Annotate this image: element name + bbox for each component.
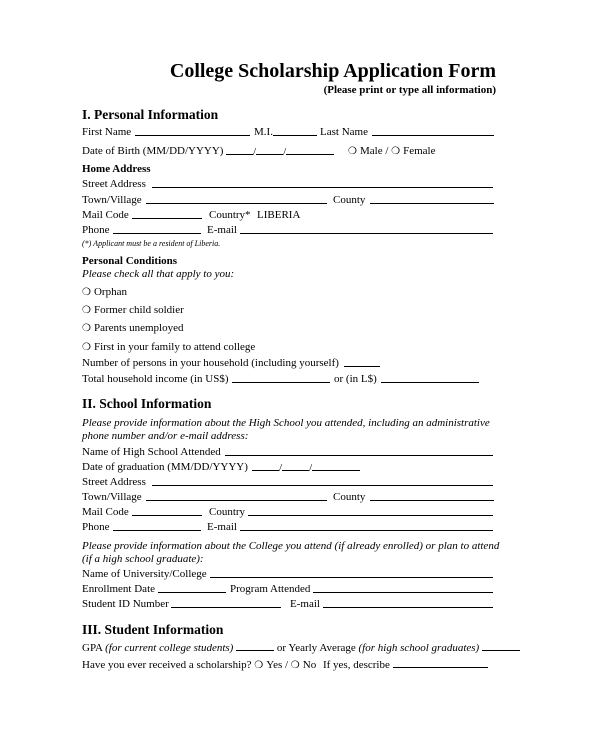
first-name-label: First Name <box>82 126 132 138</box>
school-country-field[interactable] <box>248 505 493 516</box>
mail-code-field[interactable] <box>132 208 202 219</box>
hs-name-field[interactable] <box>225 445 493 456</box>
email-label: E-mail <box>207 224 237 236</box>
checkbox-icon[interactable]: ❍ <box>82 287 91 298</box>
country-label: Country* <box>209 209 251 221</box>
email-field[interactable] <box>240 223 493 234</box>
university-field[interactable] <box>210 567 493 578</box>
dob-day-field[interactable] <box>256 144 283 155</box>
condition-item[interactable]: ❍ Former child soldier <box>82 304 184 316</box>
school-phone-label: Phone <box>82 521 110 533</box>
school-country-label: Country <box>209 506 246 518</box>
scholarship-describe-field[interactable] <box>393 657 488 668</box>
town-label: Town/Village <box>82 194 142 206</box>
scholarship-row <box>82 657 488 671</box>
female-label: Female <box>403 145 436 157</box>
checkbox-icon[interactable]: ❍ <box>82 342 91 353</box>
phone-field[interactable] <box>113 223 201 234</box>
male-label: Male / <box>359 145 389 157</box>
grad-month-field[interactable] <box>252 460 279 471</box>
gpa-field[interactable] <box>236 640 274 651</box>
mi-field[interactable] <box>273 125 317 136</box>
student-id-field[interactable] <box>171 597 281 608</box>
last-name-field[interactable] <box>372 125 494 136</box>
student-id-label: Student ID Number <box>82 598 169 610</box>
school-mail-code-label: Mail Code <box>82 506 129 518</box>
section-school-heading: II. School Information <box>82 396 212 411</box>
date-separator: / <box>309 462 313 474</box>
school-street-label: Street Address <box>82 476 146 488</box>
school-county-label: County <box>333 491 366 503</box>
household-persons-field[interactable] <box>344 356 380 367</box>
school-phone-field[interactable] <box>113 520 201 531</box>
conditions-heading: Personal Conditions <box>82 255 178 267</box>
scholarship-question: Have you ever received a scholarship? <box>82 659 252 671</box>
enrollment-label: Enrollment Date <box>82 583 156 595</box>
home-address-heading: Home Address <box>82 163 151 175</box>
yearly-avg-field[interactable] <box>482 640 520 651</box>
school-email-field[interactable] <box>240 520 493 531</box>
condition-item[interactable]: ❍ Parents unemployed <box>82 322 184 334</box>
date-separator: / <box>253 146 257 158</box>
female-radio-icon[interactable]: ❍ <box>391 146 401 157</box>
school-county-field[interactable] <box>370 490 494 501</box>
county-field[interactable] <box>370 193 494 204</box>
form-title: College Scholarship Application Form <box>169 60 496 82</box>
school-email-label: E-mail <box>207 521 237 533</box>
conditions-prompt: Please check all that apply to you: <box>82 268 235 280</box>
country-value: LIBERIA <box>257 209 301 221</box>
street-label: Street Address <box>82 178 146 190</box>
income-lrd-label: or (in L$) <box>334 373 377 385</box>
if-yes-label: If yes, describe <box>322 659 390 671</box>
yearly-avg-label: or Yearly Average <box>276 642 356 654</box>
grad-day-field[interactable] <box>282 460 309 471</box>
checkbox-icon[interactable]: ❍ <box>82 323 91 334</box>
condition-item[interactable]: ❍ First in your family to attend college <box>82 341 256 353</box>
no-radio-icon[interactable]: ❍ <box>290 660 300 671</box>
dob-label: Date of Birth (MM/DD/YYYY) <box>82 145 224 157</box>
mi-label: M.I. <box>254 126 273 138</box>
grad-year-field[interactable] <box>312 460 360 471</box>
last-name-label: Last Name <box>320 126 368 138</box>
street-field[interactable] <box>152 177 493 188</box>
grad-date-label: Date of graduation (MM/DD/YYYY) <box>82 461 248 473</box>
no-label: No <box>302 659 317 671</box>
school-town-label: Town/Village <box>82 491 142 503</box>
town-field[interactable] <box>146 193 327 204</box>
gpa-row <box>82 640 520 654</box>
program-label: Program Attended <box>230 583 311 595</box>
university-label: Name of University/College <box>82 568 207 580</box>
phone-label: Phone <box>82 224 110 236</box>
household-persons-label: Number of persons in your household (including yourself) <box>82 357 339 369</box>
gender-group <box>348 144 436 158</box>
student-email-label: E-mail <box>290 598 320 610</box>
date-separator: / <box>283 146 287 158</box>
income-usd-field[interactable] <box>232 372 330 383</box>
program-field[interactable] <box>313 582 493 593</box>
school-mail-code-field[interactable] <box>132 505 202 516</box>
school-prompt-line2: phone number and/or e-mail address: <box>82 430 249 442</box>
school-prompt-line1: Please provide information about the High School you attended, including an administrative <box>82 417 490 429</box>
gpa-note: (for current college students) <box>105 642 234 654</box>
enrollment-field[interactable] <box>158 582 226 593</box>
yearly-avg-note: (for high school graduates) <box>358 642 480 654</box>
mail-code-label: Mail Code <box>82 209 129 221</box>
date-separator: / <box>279 462 283 474</box>
condition-item[interactable]: ❍ Orphan <box>82 286 127 298</box>
first-name-field[interactable] <box>135 125 250 136</box>
college-prompt-line1: Please provide information about the College you attend (if already enrolled) or plan to attend <box>82 540 500 552</box>
school-street-field[interactable] <box>152 475 493 486</box>
household-income-label: Total household income (in US$) <box>82 373 229 385</box>
section-personal-heading: I. Personal Information <box>82 107 219 122</box>
income-lrd-field[interactable] <box>381 372 479 383</box>
form-subtitle: (Please print or type all information) <box>323 84 496 96</box>
checkbox-icon[interactable]: ❍ <box>82 305 91 316</box>
male-radio-icon[interactable]: ❍ <box>348 146 357 157</box>
hs-name-label: Name of High School Attended <box>82 446 221 458</box>
county-label: County <box>333 194 366 206</box>
yes-radio-icon[interactable]: ❍ <box>254 660 264 671</box>
section-student-heading: III. Student Information <box>82 622 224 637</box>
college-prompt-line2: (if a high school graduate): <box>82 553 204 565</box>
dob-month-field[interactable] <box>226 144 253 155</box>
student-email-field[interactable] <box>323 597 493 608</box>
school-town-field[interactable] <box>146 490 327 501</box>
dob-year-field[interactable] <box>286 144 334 155</box>
gpa-label: GPA <box>82 642 103 654</box>
yes-label: Yes / <box>266 659 289 671</box>
resident-note: (*) Applicant must be a resident of Liberia. <box>82 239 221 248</box>
